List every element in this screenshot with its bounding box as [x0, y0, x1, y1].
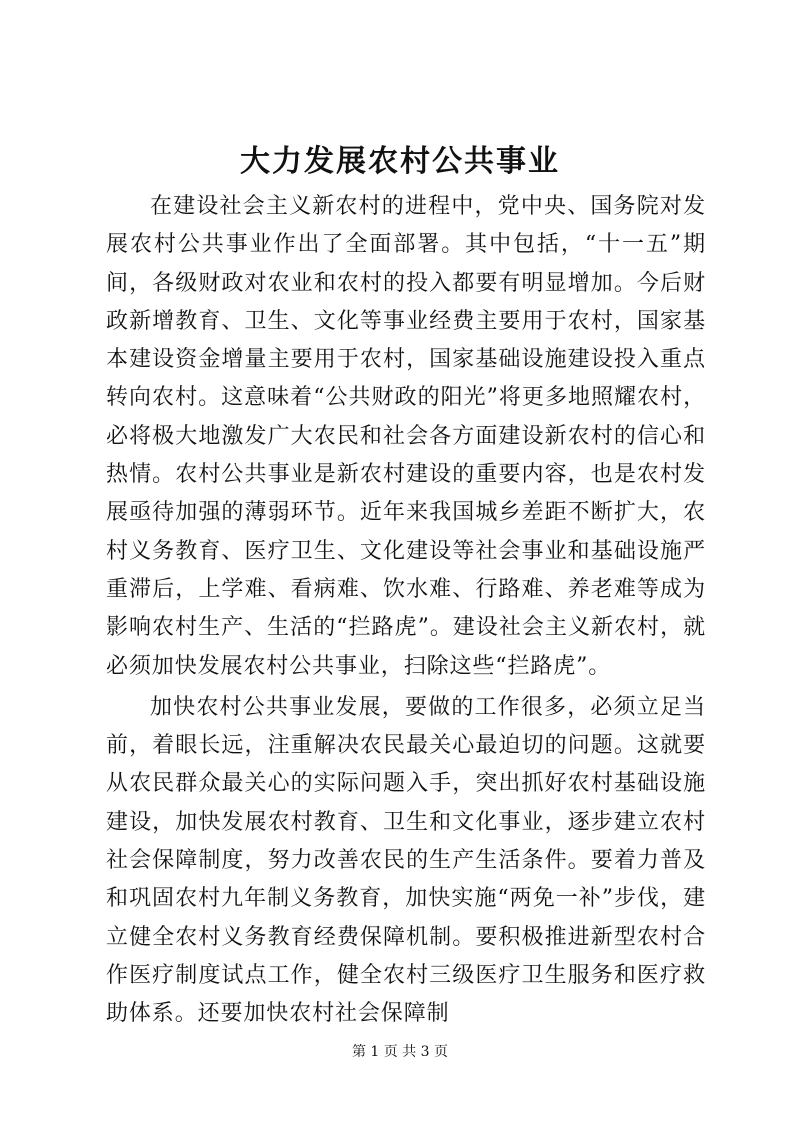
document-body	[106, 188, 706, 1037]
page-number-footer: 第 1 页 共 3 页	[351, 1044, 449, 1060]
paragraph-1: 在建设社会主义新农村的进程中，党中央、国务院对发展农村公共事业作出了全面部署。其中包括，“十一五”期间，各级财政对农业和农村的投入都要有明显增加。今后财政新增教育、卫生、文化等事业经费主要用于农村，国家基本建设资金增量主要用于农村，国家基础设施建设投入重点转向农村。这意味着“公共财政的阳光”将更多地照耀农村，必将极大地激发广大农民和社会各方面建设新农村的信心和热情。农村公共事业是新农村建设的重要内容，也是农村发展亟待加强的薄弱环节。近年来我国城乡差距不断扩大，农村义务教育、医疗卫生、文化建设等社会事业和基础设施严重滞后，上学难、看病难、饮水难、行路难、养老难等成为影响农村生产、生活的“拦路虎”。建设社会主义新农村，就必须加快发展农村公共事业，扫除这些“拦路虎”。	[106, 194, 706, 679]
paragraph-2: 加快农村公共事业发展，要做的工作很多，必须立足当前，着眼长远，注重解决农民最关心最迫切的问题。这就要从农民群众最关心的实际问题入手，突出抓好农村基础设施建设，加快发展农村教育、卫生和文化事业，逐步建立农村社会保障制度，努力改善农民的生产生活条件。要着力普及和巩固农村九年制义务教育，加快实施“两免一补”步伐，建立健全农村义务教育经费保障机制。要积极推进新型农村合作医疗制度试点工作，健全农村三级医疗卫生服务和医疗救助体系。还要加快农村社会保障制	[106, 694, 706, 1027]
document-title: 大力发展农村公共事业	[240, 144, 560, 179]
